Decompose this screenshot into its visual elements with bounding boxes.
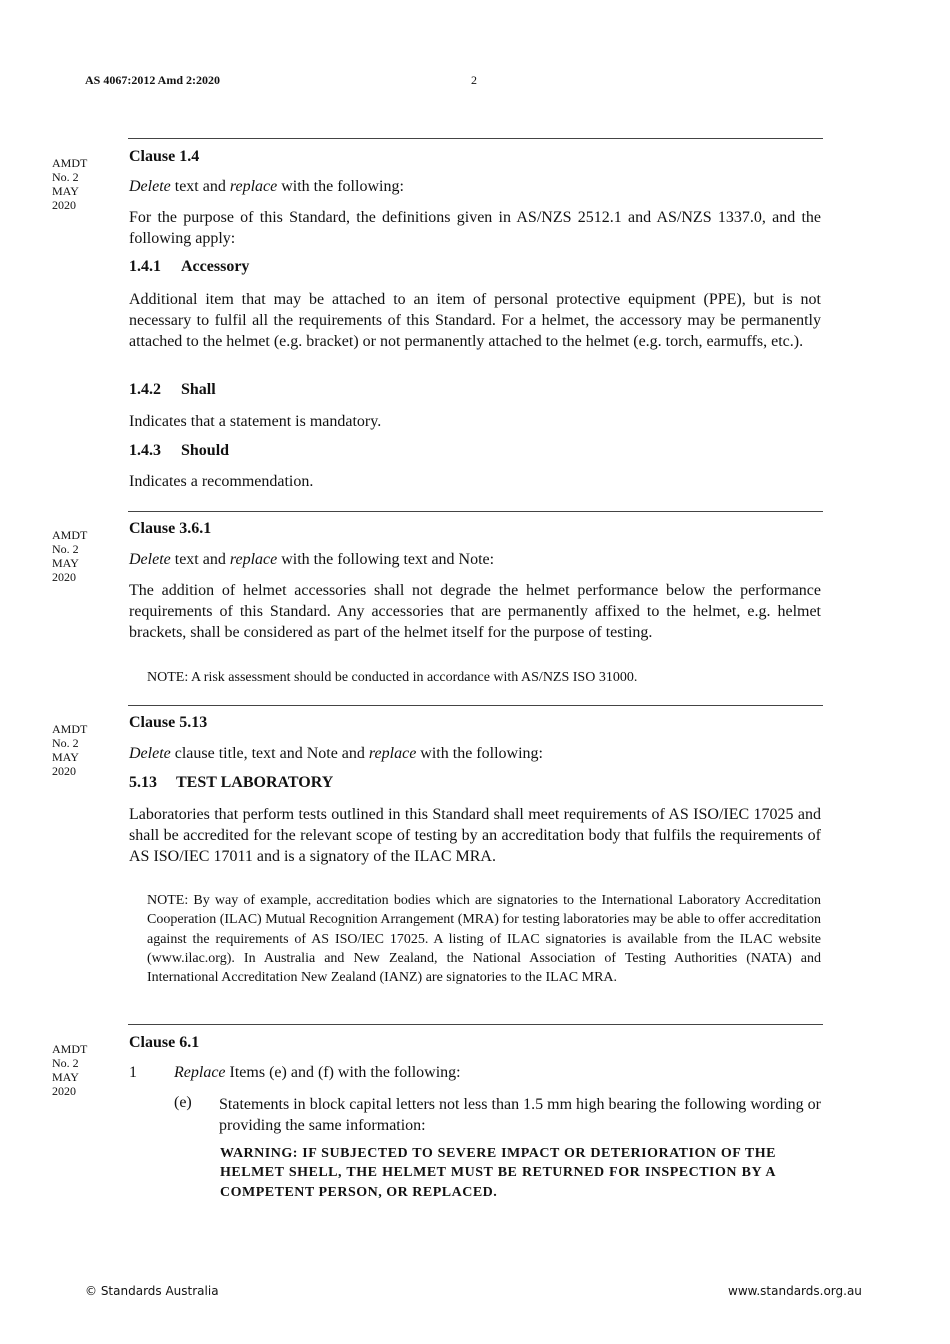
header-standard-id: AS 4067:2012 Amd 2:2020 [85, 73, 221, 87]
page-number: 2 [471, 73, 477, 87]
definition-heading: 1.4.3 Should [129, 442, 230, 459]
clause-note: NOTE: A risk assessment should be conducted in accordance with AS/NZS ISO 31000. [147, 670, 638, 685]
section-divider [128, 1024, 823, 1025]
section-divider [128, 705, 823, 706]
clause-title: Clause 3.6.1 [129, 520, 212, 537]
definition-text: Indicates that a statement is mandatory. [129, 413, 382, 430]
amendment-marker: AMDT No. 2 MAY 2020 [52, 156, 88, 212]
definition-text: Indicates a recommendation. [129, 473, 314, 490]
sub-item-text: Statements in block capital letters not less than 1.5 mm high bearing the following wording or providing the same information: [219, 1096, 821, 1134]
clause-title: Clause 5.13 [129, 714, 208, 731]
clause-body: Laboratories that perform tests outlined in this Standard shall meet requirements of AS ISO/IEC 17025 and shall be accredited for the relevant scope of testing by an accreditation body that fulfils the requirements of AS ISO/IEC 17011 and is a signatory of the ILAC MRA. [129, 806, 821, 865]
section-heading: 5.13 TEST LABORATORY [129, 774, 334, 791]
section-divider [128, 138, 823, 139]
clause-note: NOTE: By way of example, accreditation bodies which are signatories to the International Laboratory Accreditation Cooperation (ILAC) Mutual Recognition Arrangement (MRA) for testing laboratories may be able to offer accreditation against the requirements of AS ISO/IEC 17025. A listing of ILAC signatories is available from the ILAC website (www.ilac.org). In Australia and New Zealand, the National Association of Testing Authorities (NATA) and International Accreditation New Zealand (IANZ) are signatories to the ILAC MRA. [147, 893, 821, 986]
clause-body: The addition of helmet accessories shall not degrade the helmet performance below the performance requirements of this Standard. Any accessories that are permanently affixed to the helmet, e.g. helmet brackets, shall be considered as part of the helmet itself for the purpose of testing. [129, 582, 821, 641]
section-divider [128, 511, 823, 512]
clause-title: Clause 6.1 [129, 1034, 200, 1051]
clause-title: Clause 1.4 [129, 148, 200, 165]
instruction: Delete text and replace with the following: [129, 178, 404, 195]
definitions-intro: For the purpose of this Standard, the definitions given in AS/NZS 2512.1 and AS/NZS 1337.0, and the following apply: [129, 209, 821, 247]
instruction: Delete clause title, text and Note and replace with the following: [129, 745, 543, 762]
footer-copyright: © Standards Australia [85, 1284, 219, 1298]
definition-heading: 1.4.2 Shall [129, 381, 216, 398]
sub-item-label: (e) [174, 1094, 192, 1111]
warning-text: WARNING: IF SUBJECTED TO SEVERE IMPACT OR DETERIORATION OF THE HELMET SHELL, THE HELMET MUST BE RETURNED FOR INSPECTION BY A COMPETENT PERSON, OR REPLACED. [220, 1146, 776, 1200]
amendment-marker: AMDT No. 2 MAY 2020 [52, 722, 88, 778]
amendment-marker: AMDT No. 2 MAY 2020 [52, 1042, 88, 1098]
definition-heading: 1.4.1 Accessory [129, 258, 250, 275]
list-number: 1 [129, 1064, 137, 1081]
instruction: Replace Items (e) and (f) with the following: [174, 1064, 461, 1081]
instruction: Delete text and replace with the following text and Note: [129, 551, 495, 568]
amendment-marker: AMDT No. 2 MAY 2020 [52, 528, 88, 584]
definition-text: Additional item that may be attached to an item of personal protective equipment (PPE), but is not necessary to fulfil all the requirements of this Standard. For a helmet, the accessory may be permanently attached to the helmet (e.g. bracket) or not permanently attached to the helmet (e.g. torch, earmuffs, etc.). [129, 291, 821, 350]
footer-website: www.standards.org.au [728, 1284, 862, 1298]
